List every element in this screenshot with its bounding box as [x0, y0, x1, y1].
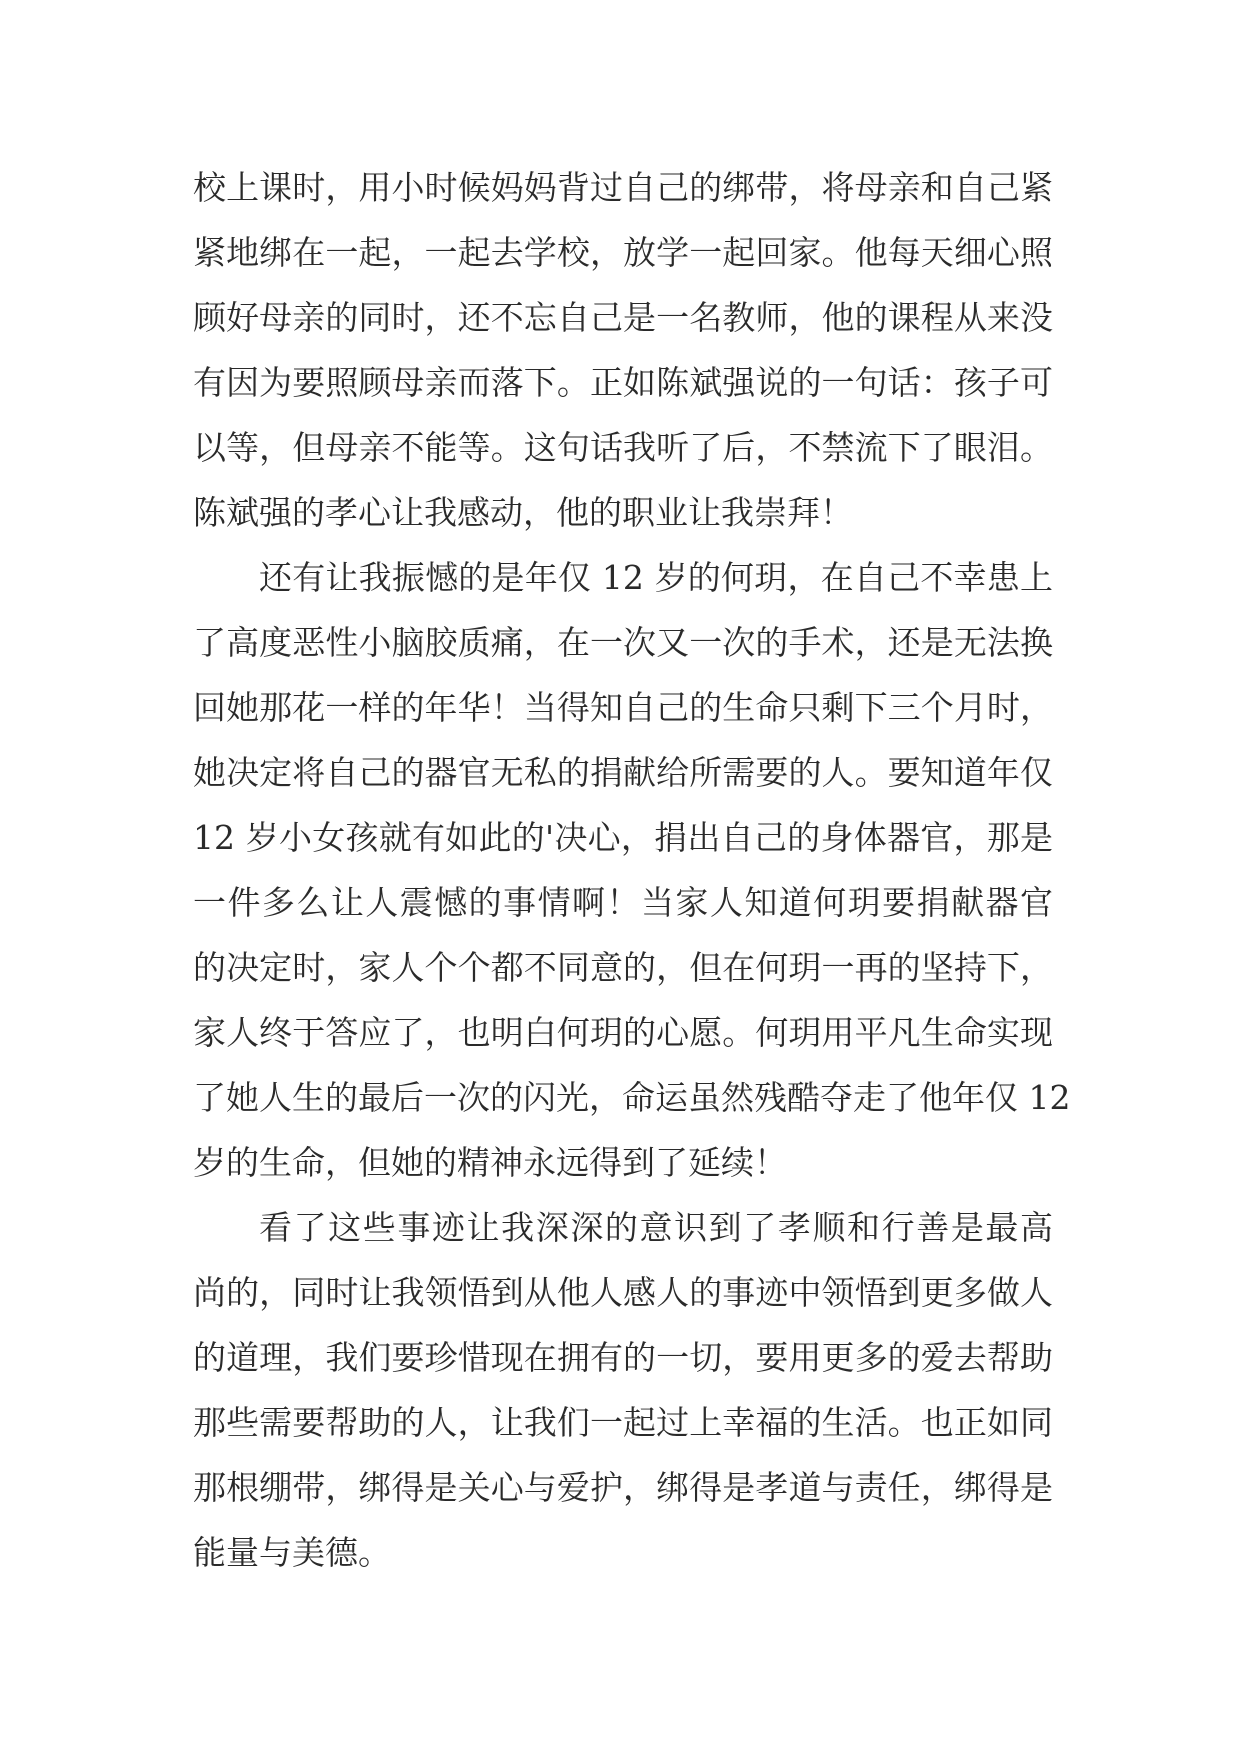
paragraph-2-line-5: 12 岁小女孩就有如此的'决心，捐出自己的身体器官，那是 — [193, 818, 1053, 857]
paragraph-2-line-3: 回她那花一样的年华！当得知自己的生命只剩下三个月时， — [193, 688, 1053, 727]
paragraph-1-line-4: 有因为要照顾母亲而落下。正如陈斌强说的一句话：孩子可 — [193, 363, 1053, 402]
paragraph-3-line-3: 的道理，我们要珍惜现在拥有的一切，要用更多的爱去帮助 — [193, 1338, 1053, 1377]
paragraph-1-line-5: 以等，但母亲不能等。这句话我听了后，不禁流下了眼泪。 — [193, 428, 1053, 467]
paragraph-2-line-1: 还有让我振憾的是年仅 12 岁的何玥，在自己不幸患上 — [259, 558, 1053, 597]
paragraph-1-line-3: 顾好母亲的同时，还不忘自己是一名教师，他的课程从来没 — [193, 298, 1053, 337]
paragraph-2-line-2: 了高度恶性小脑胶质痛，在一次又一次的手术，还是无法换 — [193, 623, 1053, 662]
paragraph-3-line-4: 那些需要帮助的人，让我们一起过上幸福的生活。也正如同 — [193, 1403, 1053, 1442]
paragraph-2-line-10: 岁的生命，但她的精神永远得到了延续！ — [193, 1143, 787, 1182]
paragraph-2-line-6: 一件多么让人震憾的事情啊！当家人知道何玥要捐献器官 — [193, 883, 1053, 922]
paragraph-3-line-1: 看了这些事迹让我深深的意识到了孝顺和行善是最高 — [259, 1208, 1053, 1247]
paragraph-1-line-1: 校上课时，用小时候妈妈背过自己的绑带，将母亲和自己紧 — [193, 168, 1053, 207]
paragraph-3-line-5: 那根绷带，绑得是关心与爱护，绑得是孝道与责任，绑得是 — [193, 1468, 1053, 1507]
paragraph-3-line-2: 尚的，同时让我领悟到从他人感人的事迹中领悟到更多做人 — [193, 1273, 1053, 1312]
paragraph-2-line-7: 的决定时，家人个个都不同意的，但在何玥一再的坚持下， — [193, 948, 1053, 987]
paragraph-2-line-4: 她决定将自己的器官无私的捐献给所需要的人。要知道年仅 — [193, 753, 1053, 792]
paragraph-3-line-6: 能量与美德。 — [193, 1533, 391, 1572]
paragraph-1-line-2: 紧地绑在一起，一起去学校，放学一起回家。他每天细心照 — [193, 233, 1053, 272]
paragraph-2-line-8: 家人终于答应了，也明白何玥的心愿。何玥用平凡生命实现 — [193, 1013, 1053, 1052]
paragraph-1-line-6: 陈斌强的孝心让我感动，他的职业让我崇拜！ — [193, 493, 853, 532]
paragraph-2-line-9: 了她人生的最后一次的闪光，命运虽然残酷夺走了他年仅 12 — [193, 1078, 1071, 1117]
